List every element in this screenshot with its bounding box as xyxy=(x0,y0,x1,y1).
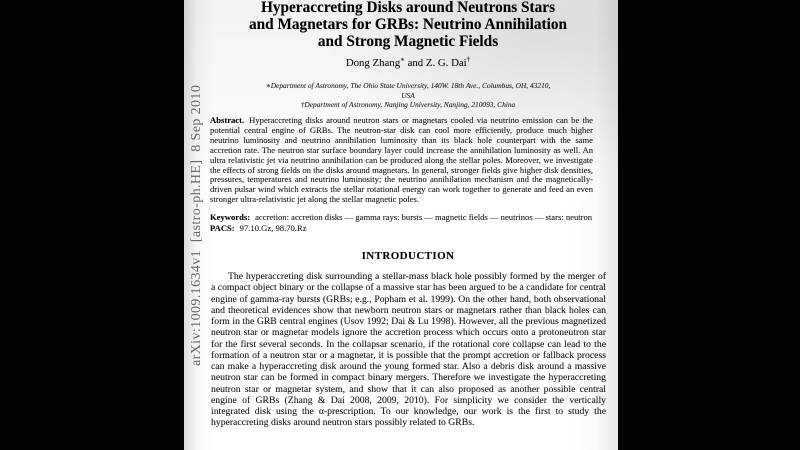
paper-content-column xyxy=(210,0,606,450)
keywords-text: accretion: accretion disks — gamma rays: bursts — magnetic fields — neutrinos — stars: neutron xyxy=(255,212,593,222)
affiliation-entry: †Department of Astronomy, Nanjing University, Nanjing, 210093, China xyxy=(300,100,516,110)
introduction-paragraph: The hyperaccreting disk surrounding a stellar-mass black hole possibly formed by the merger of a compact object binary or the collapse of a massive star has been argued to be a candidate for central engine of gamma-ray bursts (GRBs; e.g., Popham et al. 1999). On the other hand, both observational and theoretical evidences show that newborn neutron stars or magnetars rather than black holes can form in the GRB central engines (Usov 1992; Dai & Lu 1998). However, all the previous magnetized neutron star or magnetar models ignore the accretion process which occurs onto a protoneutron star for the first several seconds. In the collapsar scenario, if the rotational core collapse can lead to the formation of a neutron star or a magnetar, it is possible that the prompt accretion or fallback process can make a hyperaccreting disk around the young formed star. Also a debris disk around a massive neutron star can be formed in compact binary mergers. Therefore we investigate the hyperaccreting neutron star or magnetar system, and show that it can also proposed as another possible central engine of GRBs (Zhang & Dai 2008, 2009, 2010). For simplicity we consider the vertically integrated disk using the α-prescription. To our knowledge, our work is the first to study the hyperaccreting disks around neutron stars possibly related to GRBs. xyxy=(211,271,606,429)
paper-page xyxy=(184,0,618,450)
paper-title-line: and Strong Magnetic Fields xyxy=(317,32,499,50)
authors-line xyxy=(210,57,606,69)
abstract-label: Abstract. xyxy=(210,115,245,125)
keywords-label: Keywords: xyxy=(210,212,251,222)
abstract-text: Hyperaccreting disks around neutron stars or magnetars cooled via neutrino emission can be the potential central engine of GRBs. The neutron-star disk can cool more efficiently, produce much higher neutrino luminosity and neutrino annihilation luminosity than its black hole counterpart with the same accretion rate. The neutron star surface boundary layer could increase the annihilation luminosity as well. An ultra relativistic jet via neutrino annihilation can be produced along the stellar poles. Moreover, we investigate the effects of strong fields on the disks around magnetars. In general, stronger fields give higher disk densities, pressures, temperatures and neutrino luminosity; the neutrino annihilation mechanism and the magnetically-driven pulsar wind which extracts the stellar rotational energy can work together to generate and feed an even stronger ultra-relativistic jet along the stellar magnetic poles. xyxy=(210,115,593,205)
keywords-line xyxy=(210,212,593,223)
affiliations-block xyxy=(258,81,558,110)
section-heading-introduction: INTRODUCTION xyxy=(361,250,455,262)
paper-title-line: Hyperaccreting Disks around Neutrons Stars xyxy=(260,0,556,16)
author-1-affiliation-marker: ∗ xyxy=(400,55,405,64)
abstract-paragraph xyxy=(210,116,593,205)
author-2-affiliation-marker: † xyxy=(466,55,471,64)
arxiv-watermark: arXiv:1009.1634v1 [astro-ph.HE] 8 Sep 2010 xyxy=(189,84,204,366)
pacs-line xyxy=(210,223,593,234)
authors-joiner: and xyxy=(404,57,426,69)
author-1: Dong Zhang xyxy=(345,57,401,69)
paper-title xyxy=(210,0,606,50)
paper-title-line: and Magnetars for GRBs: Neutrino Annihilation xyxy=(248,15,567,33)
metadata-block xyxy=(210,212,593,234)
author-2: Z. G. Dai xyxy=(425,57,467,69)
affiliation-entry: ∗Department of Astronomy, The Ohio State University, 140W. 18th Ave., Columbus, OH, 43210, USA xyxy=(265,81,551,100)
pacs-text: 97.10.Gz, 98.70.Rz xyxy=(239,223,307,234)
pacs-label: PACS: xyxy=(210,223,235,234)
